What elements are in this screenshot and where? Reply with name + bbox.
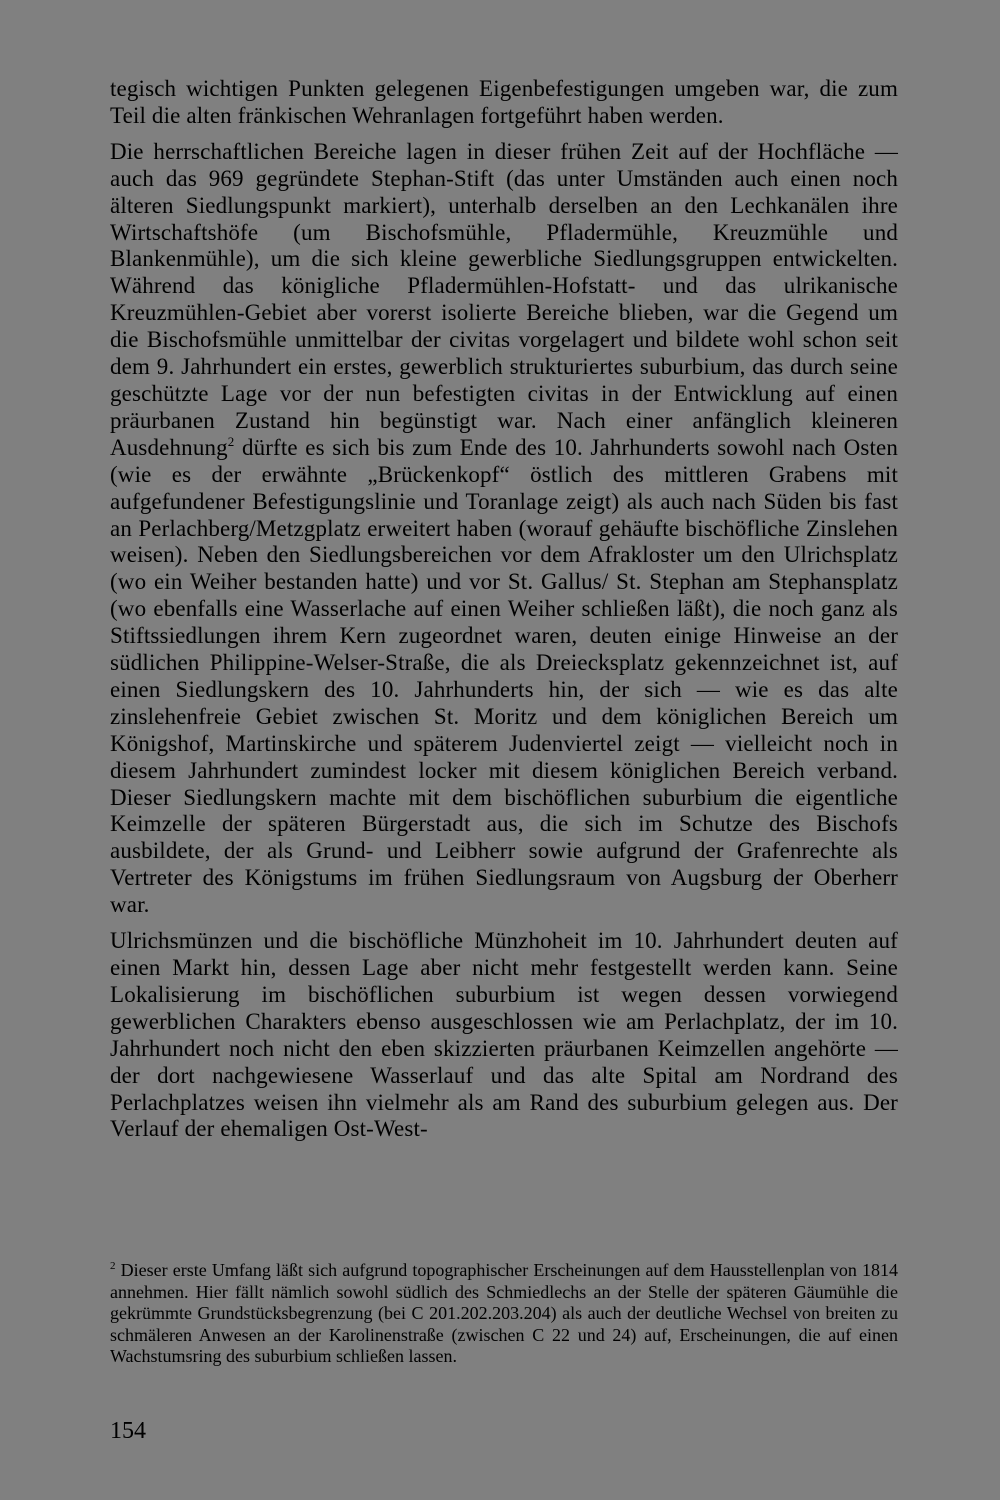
main-text-block <box>110 76 898 1143</box>
paragraph-2-text-end: dürfte es sich bis zum Ende des 10. Jahrhunderts sowohl nach Osten (wie es der erwähnte „Brückenkopf“ östlich des mittleren Grabens mit aufgefundener Befestigungslinie und Toranlage zeigt) als auch nach Süden bis fast an Perlachberg/Metzgplatz erweitert haben (worauf gehäufte bischöfliche Zinslehen weisen). Neben den Siedlungsbereichen vor dem Afrakloster um den Ulrichsplatz (wo ein Weiher bestanden hatte) und vor St. Gallus/ St. Stephan am Stephansplatz (wo ebenfalls eine Wasserlache auf einen Weiher schließen läßt), die noch ganz als Stiftssiedlungen ihrem Kern zugeordnet waren, deuten einige Hinweise an der südlichen Philippine-Welser-Straße, die als Dreiecksplatz gekennzeichnet ist, auf einen Siedlungskern des 10. Jahrhunderts hin, der sich — wie es das alte zinslehenfreie Gebiet zwischen St. Moritz und dem königlichen Bereich um Königshof, Martinskirche und späterem Judenviertel zeigt — vielleicht noch in diesem Jahrhundert zumindest locker mit diesem königlichen Bereich verband. Dieser Siedlungskern machte mit dem bischöflichen suburbium die eigentliche Keimzelle der späteren Bürgerstadt aus, die sich im Schutze des Bischofs ausbildete, der als Grund- und Leibherr sowie aufgrund der Grafenrechte als Vertreter des Königstums im frühen Siedlungsraum von Augsburg der Oberherr war. <box>110 434 898 918</box>
footnote-marker: 2 <box>110 1260 116 1272</box>
paragraph-3: Ulrichsmünzen und die bischöfliche Münzhoheit im 10. Jahrhundert deuten auf einen Markt hin, dessen Lage aber nicht mehr festgestellt werden kann. Seine Lokalisierung im bischöflichen suburbium ist wegen dessen vorwiegend gewerblichen Charakters ebenso ausgeschlossen wie am Perlachplatz, der im 10. Jahrhundert noch nicht den eben skizzierten präurbanen Keimzellen angehörte — der dort nachgewiesene Wasserlauf und das alte Spital am Nordrand des Perlachplatzes weisen ihn vielmehr als am Rand des suburbium gelegen aus. Der Verlauf der ehemaligen Ost-West- <box>110 928 898 1142</box>
footnote <box>110 1260 898 1368</box>
page-number: 154 <box>110 1418 146 1444</box>
paragraph-1: tegisch wichtigen Punkten gelegenen Eigenbefestigungen umgeben war, die zum Teil die alten fränkischen Wehranlagen fortgeführt haben werden. <box>110 76 898 128</box>
footnote-text: Dieser erste Umfang läßt sich aufgrund topographischer Erscheinungen auf dem Hausstellenplan von 1814 annehmen. Hier fällt nämlich sowohl südlich des Schmiedlechs an der Stelle der späteren Gäumühle die gekrümmte Grundstücksbegrenzung (bei C 201.202.203.204) als auch der deutliche Wechsel von breiten zu schmäleren Anwesen an der Karolinenstraße (zwischen C 22 und 24) auf, Erscheinungen, die auf einen Wachstumsring des suburbium schließen lassen. <box>110 1260 898 1367</box>
paragraph-2 <box>110 139 898 919</box>
footnote-reference: 2 <box>227 433 235 449</box>
paragraph-2-text-start: Die herrschaftlichen Bereiche lagen in dieser frühen Zeit auf der Hochfläche — auch das 969 gegründete Stephan-Stift (das unter Umständen auch einen noch älteren Siedlungspunkt markiert), unterhalb derselben an den Lechkanälen ihre Wirtschaftshöfe (um Bischofsmühle, Pfladermühle, Kreuzmühle und Blankenmühle), um die sich kleine gewerbliche Siedlungsgruppen entwickelten. Während das königliche Pfladermühlen-Hofstatt- und das ulrikanische Kreuzmühlen-Gebiet aber vorerst isolierte Bereiche blieben, war die Gegend um die Bischofsmühle unmittelbar der civitas vorgelagert und bildete wohl schon seit dem 9. Jahrhundert ein erstes, gewerblich strukturiertes suburbium, das durch seine geschützte Lage vor der nun befestigten civitas in der Entwicklung auf einen präurbanen Zustand hin begünstigt war. Nach einer anfänglich kleineren Ausdehnung <box>110 138 898 460</box>
